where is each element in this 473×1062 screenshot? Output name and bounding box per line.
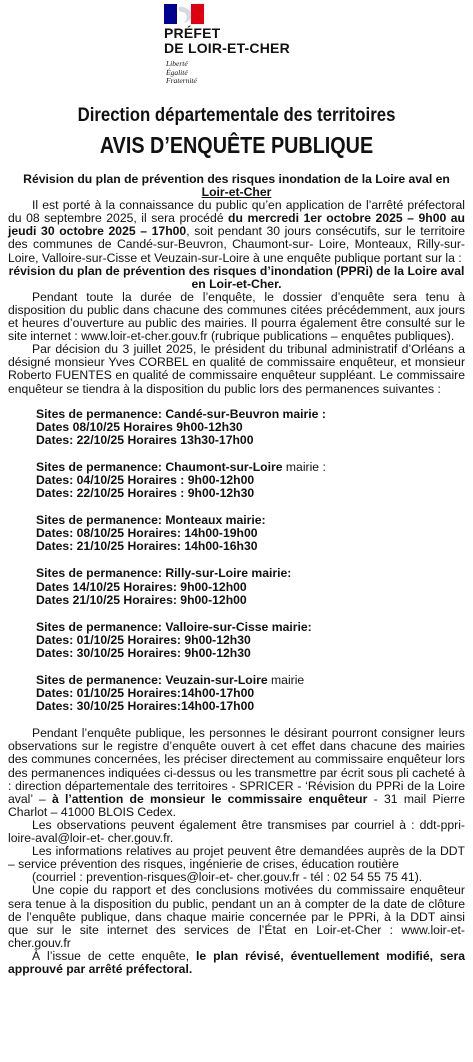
motto-liberte: Liberté: [166, 59, 188, 68]
motto: [166, 60, 197, 86]
end-paragraph: [8, 950, 465, 976]
site-block: [36, 461, 465, 500]
direction-heading: Direction départementale des territoires: [77, 104, 396, 126]
site-block: [36, 621, 465, 660]
site-suffix: mairie :: [279, 406, 326, 421]
intro-paragraph: [8, 199, 465, 264]
site-date: Dates: 01/10/25 Horaires: 9h00-12h30: [36, 632, 251, 647]
subject-line2: Loir-et-Cher: [201, 185, 272, 200]
subject-line1: Révision du plan de prévention des risques inondation de la Loire aval en: [23, 172, 450, 186]
end-text-bold: le plan révisé, éventuellement modifié, sera approuvé par arrêté préfectoral.: [8, 948, 465, 976]
end-text: À l’issue de cette enquête,: [32, 948, 197, 963]
site-date: Dates: 30/10/25 Horaires: 9h00-12h30: [36, 645, 251, 660]
notice-title: AVIS D’ENQUÊTE PUBLIQUE: [99, 132, 374, 158]
copy-paragraph: Une copie du rapport et des conclusions motivées du commissaire enquêteur sera tenue à la disposition du public, pendant un an à compter de la date de clôture de l’enquête publique, dans chaque mairie concernée par le PPRi, à la DDT ainsi que sur le site internet des services de l’État en Loir-et-Cher : www.loir-et-cher.gouv.fr: [8, 883, 465, 950]
permanence-sites: [36, 408, 465, 714]
dossier-paragraph: Pendant toute la durée de l’enquête, le dossier d’enquête sera tenu à disposition du public dans chacune des communes citées précédemment, aux jours et heures d’ouverture au public des mairies. Il pourra également être consulté sur le site internet : www.loir-et-cher.gouv.fr (rubrique publications – enquêtes publiques).: [8, 289, 465, 344]
intro-text: Il est porté à la connaissance du public qu’en application de l’arrêté préfectoral du 08 septembre 2025, il sera procédé: [8, 198, 465, 226]
prefecture-logo: [160, 4, 320, 88]
intro-subject: révision du plan de prévention des risques d’inondation (PPRi) de la Loire aval en Loir-et-Cher.: [8, 263, 465, 291]
site-block: [36, 674, 465, 713]
org-line1: PRÉFET: [164, 25, 221, 41]
site-label: Sites de permanence: Monteaux: [36, 513, 223, 528]
site-block: [36, 567, 465, 606]
contact-paragraph: (courriel : prevention-risques@loir-et- cher.gouv.fr - tél : 02 54 55 75 41).: [32, 870, 423, 885]
site-date: Dates: 08/10/25 Horaires: 14h00-19h00: [36, 526, 258, 541]
site-suffix: mairie :: [282, 459, 326, 474]
site-label: Sites de permanence: Candé-sur-Beuvron: [36, 406, 280, 421]
email-paragraph: Les observations peuvent également être transmises par courriel à : ddt-ppri-loire-aval@loir-et- cher.gouv.fr.: [8, 817, 465, 846]
site-label: Sites de permanence: Rilly-sur-Loire: [36, 566, 248, 581]
org-line2: DE LOIR-ET-CHER: [164, 40, 290, 56]
observations-text: Pendant l’enquête publique, les personnes le désirant pourront consigner leurs observations sur le registre d’enquête ouvert à cet effet dans chacune des mairies des communes concernées, les préciser directement au commissaire enquêteur lors des permanences indiquées ci-dessus ou les transmettre par écrit sous pli cacheté à : direction départementale des territoires - SPRICER - ‘Révision du PPRi de la Loire aval’ –: [8, 726, 465, 806]
notice-document: [8, 104, 465, 976]
notice-subject: [8, 173, 465, 199]
site-date: Dates 21/10/25 Horaires: 9h00-12h00: [36, 592, 247, 607]
site-date: Dates: 30/10/25 Horaires:14h00-17h00: [36, 699, 255, 714]
site-suffix: mairie:: [268, 619, 312, 634]
observations-paragraph: [8, 727, 465, 819]
org-name: [164, 26, 290, 56]
site-label: Sites de permanence: Veuzain-sur-Loire: [36, 673, 268, 687]
site-block: [36, 514, 465, 553]
site-label: Sites de permanence: Valloire-sur-Cisse: [36, 619, 269, 634]
site-date: Dates 14/10/25 Horaires: 9h00-12h00: [36, 579, 247, 594]
site-date: Dates: 04/10/25 Horaires : 9h00-12h00: [36, 472, 255, 487]
decision-paragraph: Par décision du 3 juillet 2025, le président du tribunal administratif d’Orléans a désigné monsieur Yves CORBEL en qualité de commissaire enquêteur, et monsieur Roberto FUENTES en qualité de commissaire enquêteur suppléant. Le commissaire enquêteur se tiendra à la disposition du public lors des permanences suivantes :: [8, 342, 465, 396]
site-suffix: mairie: [267, 673, 305, 687]
site-suffix: mairie:: [222, 513, 266, 528]
motto-fraternite: Fraternité: [166, 76, 197, 85]
french-flag-icon: [164, 4, 204, 24]
intro-text-2: , soit pendant 30 jours consécutifs, sur le territoire des communes de Candé-sur-Beuvron, Chaumont-sur- Loire, Monteaux, Rilly-sur-Loire, Valloire-sur-Cisse et Veuzain-sur-Loire à une enquête publique portant sur la :: [8, 224, 465, 265]
info-paragraph: Les informations relatives au projet peuvent être demandées auprès de la DDT – service prévention des risques, ingénierie de crises, éducation routière: [8, 844, 465, 872]
site-date: Dates: 21/10/25 Horaires: 14h00-16h30: [36, 539, 258, 554]
site-label: Sites de permanence: Chaumont-sur-Loire: [36, 459, 283, 474]
site-suffix: mairie:: [248, 566, 292, 581]
marianne-icon: [164, 4, 204, 24]
site-block: [36, 408, 465, 447]
site-date: Dates 08/10/25 Horaires 9h00-12h30: [36, 419, 243, 434]
intro-dates: du mercredi 1er octobre 2025 – 9h00 au jeudi 30 octobre 2025 – 17h00: [8, 211, 465, 239]
site-date: Dates: 22/10/25 Horaires : 9h00-12h30: [36, 486, 255, 501]
site-date: Dates: 22/10/25 Horaires 13h30-17h00: [36, 432, 254, 447]
observations-recipient: à l’attention de monsieur le commissaire enquêteur: [51, 791, 368, 806]
observations-address: - 31 mail Pierre Charlot – 41000 BLOIS Cedex.: [8, 791, 465, 819]
motto-egalite: Égalité: [166, 67, 188, 77]
site-date: Dates: 01/10/25 Horaires:14h00-17h00: [36, 686, 255, 701]
